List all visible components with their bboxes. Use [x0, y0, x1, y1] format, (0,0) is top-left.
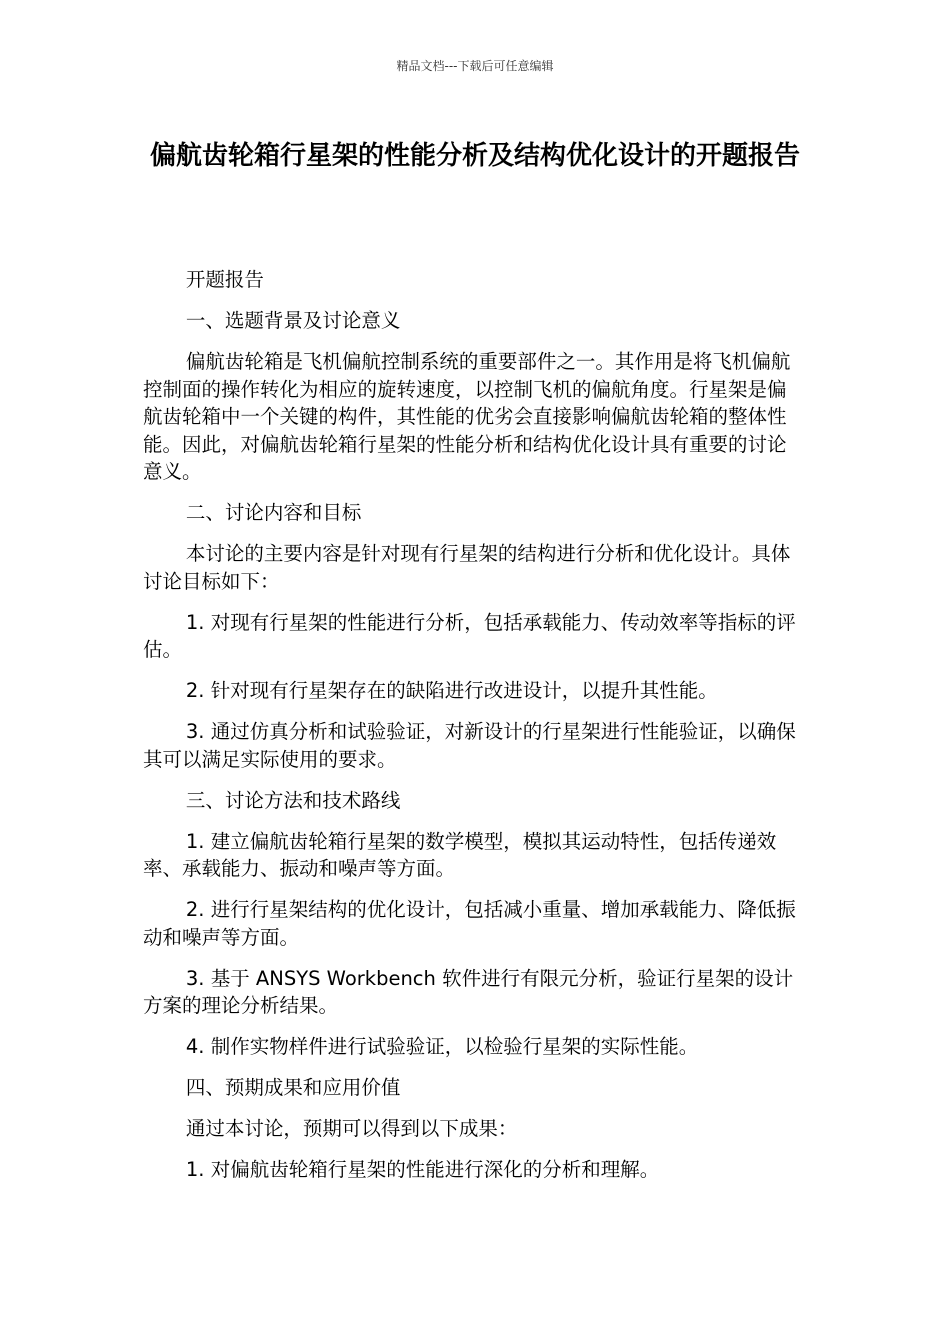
list-item: 2. 针对现有行星架存在的缺陷进行改进设计，以提升其性能。	[185, 679, 718, 702]
list-item: 3. 基于 ANSYS Workbench 软件进行有限元分析，验证行星架的设计方案的理论分析结果。	[143, 966, 794, 1017]
section-heading: 四、预期成果和应用价值	[185, 1076, 401, 1099]
list-item: 1. 对现有行星架的性能进行分析，包括承载能力、传动效率等指标的评估。	[143, 610, 796, 661]
document-body	[143, 266, 805, 1197]
list-item: 3. 通过仿真分析和试验验证，对新设计的行星架进行性能验证，以确保其可以满足实际使用的要求。	[143, 720, 796, 771]
list-item: 1. 对偏航齿轮箱行星架的性能进行深化的分析和理解。	[185, 1158, 660, 1181]
section-heading: 一、选题背景及讨论意义	[185, 309, 401, 332]
list-item: 4. 制作实物样件进行试验验证，以检验行星架的实际性能。	[185, 1035, 699, 1058]
section-heading: 二、讨论内容和目标	[185, 501, 362, 524]
list-item: 2. 进行行星架结构的优化设计，包括减小重量、增加承载能力、降低振动和噪声等方面。	[143, 898, 796, 949]
document-title: 偏航齿轮箱行星架的性能分析及结构优化设计的开题报告	[149, 141, 800, 171]
paragraph: 本讨论的主要内容是针对现有行星架的结构进行分析和优化设计。具体讨论目标如下：	[143, 542, 791, 593]
section-heading: 三、讨论方法和技术路线	[185, 788, 401, 812]
header-note: 精品文档---下载后可任意编辑	[396, 59, 554, 73]
paragraph: 开题报告	[185, 268, 264, 291]
paragraph: 偏航齿轮箱是飞机偏航控制系统的重要部件之一。其作用是将飞机偏航控制面的操作转化为相应的旋转速度，以控制飞机的偏航角度。行星架是偏航齿轮箱中一个关键的构件，其性能的优劣会直接影响偏航齿轮箱的整体性能。因此，对偏航齿轮箱行星架的性能分析和结构优化设计具有重要的讨论意义。	[143, 350, 791, 483]
list-item: 1. 建立偏航齿轮箱行星架的数学模型，模拟其运动特性，包括传递效率、承载能力、振动和噪声等方面。	[143, 829, 777, 880]
paragraph: 通过本讨论，预期可以得到以下成果：	[185, 1117, 518, 1140]
